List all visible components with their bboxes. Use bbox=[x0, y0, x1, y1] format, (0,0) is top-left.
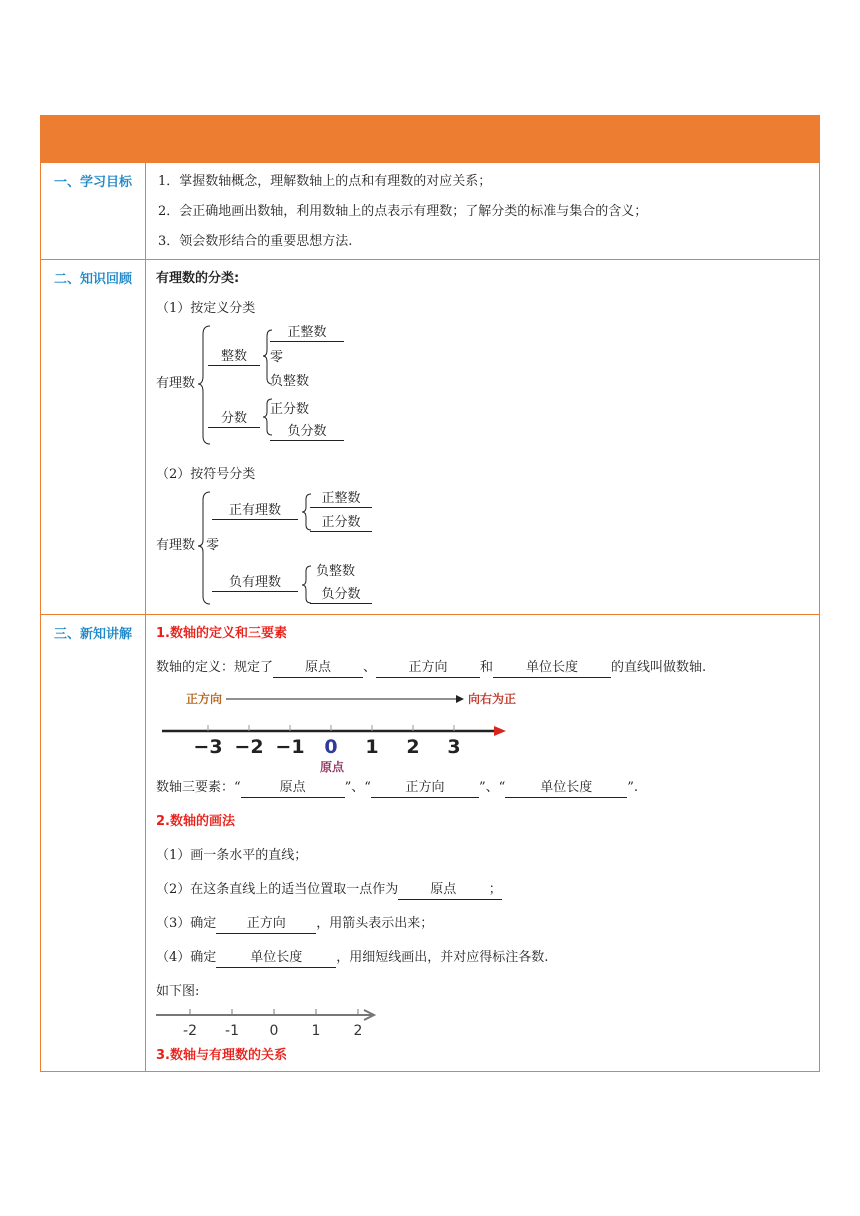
section-objectives bbox=[41, 163, 820, 260]
lesson-table bbox=[40, 115, 820, 1072]
tick-label: 0 bbox=[324, 736, 338, 758]
positive-integer-blank: 正整数 bbox=[310, 490, 372, 508]
zero-label: 零 bbox=[206, 538, 220, 553]
positive-integer-blank: 正整数 bbox=[270, 324, 344, 342]
tick-label: 0 bbox=[269, 1023, 279, 1039]
header-cell-left bbox=[41, 116, 146, 163]
root-label: 有理数 bbox=[156, 538, 196, 553]
as-below: 如下图: bbox=[156, 984, 200, 999]
unit-blank: 单位长度 bbox=[216, 949, 336, 968]
root-label: 有理数 bbox=[156, 376, 196, 391]
number-axis-figure bbox=[156, 687, 516, 773]
heading-definition: 1.数轴的定义和三要素 bbox=[156, 626, 287, 641]
direction-arrow-head bbox=[456, 695, 464, 703]
and-word: 和 bbox=[480, 660, 494, 675]
step-2 bbox=[156, 875, 809, 905]
section-review bbox=[41, 260, 820, 615]
positive-fraction-label: 正分数 bbox=[270, 402, 310, 417]
step-1: （1）画一条水平的直线； bbox=[156, 848, 308, 863]
axis-definition bbox=[156, 653, 809, 683]
quote-sep: ”、“ bbox=[344, 780, 371, 795]
negative-fraction-blank: 负分数 bbox=[270, 423, 344, 441]
unit-blank: 单位长度 bbox=[493, 659, 611, 678]
classification-by-sign bbox=[156, 490, 809, 614]
three-end: ”. bbox=[627, 780, 639, 795]
step-3-suffix: ，用箭头表示出来； bbox=[316, 916, 434, 931]
step-4-prefix: （4）确定 bbox=[156, 950, 217, 965]
classification-by-definition bbox=[156, 324, 809, 452]
origin-blank: 原点 bbox=[273, 659, 363, 678]
positive-fraction-blank: 正分数 bbox=[310, 514, 372, 532]
by-sign-heading: （2）按符号分类 bbox=[156, 467, 256, 482]
step-2-prefix: （2）在这条直线上的适当位置取一点作为 bbox=[156, 882, 399, 897]
direction-blank: 正方向 bbox=[371, 779, 479, 798]
axis-ticks bbox=[183, 1009, 362, 1039]
section-label: 一、学习目标 bbox=[41, 163, 146, 260]
table-header-row bbox=[41, 116, 820, 163]
def-prefix: 数轴的定义：规定了 bbox=[156, 660, 274, 675]
section-new-knowledge bbox=[41, 615, 820, 1072]
tick-label: −3 bbox=[193, 736, 223, 758]
negative-rational-blank: 负有理数 bbox=[212, 574, 298, 592]
step-4-suffix: ，用细短线画出，并对应得标注各数. bbox=[336, 950, 549, 965]
step-4 bbox=[156, 943, 809, 973]
positive-rational-blank: 正有理数 bbox=[212, 502, 298, 520]
direction-label: 正方向 bbox=[186, 692, 223, 706]
tick-label: 3 bbox=[447, 736, 461, 758]
by-definition-heading: （1）按定义分类 bbox=[156, 301, 256, 316]
step-3-prefix: （3）确定 bbox=[156, 916, 217, 931]
three-elements bbox=[156, 773, 809, 803]
section-content bbox=[146, 615, 820, 1072]
tick-label: 1 bbox=[311, 1023, 321, 1039]
origin-label: 原点 bbox=[320, 760, 345, 773]
objective-item: 2．会正确地画出数轴，利用数轴上的点表示有理数；了解分类的标准与集合的含义； bbox=[158, 204, 648, 219]
negative-fraction-blank: 负分数 bbox=[310, 586, 372, 604]
section-content bbox=[146, 163, 820, 260]
tick-label: 2 bbox=[406, 736, 420, 758]
negative-integer-label: 负整数 bbox=[270, 374, 310, 389]
tick-label: 2 bbox=[353, 1023, 363, 1039]
direction-blank: 正方向 bbox=[376, 659, 480, 678]
origin-blank: 原点 bbox=[241, 779, 345, 798]
zero-label: 零 bbox=[270, 350, 284, 365]
unit-blank: 单位长度 bbox=[505, 779, 627, 798]
small-number-axis bbox=[156, 1007, 386, 1041]
step-3 bbox=[156, 909, 809, 939]
step-2-suffix: ； bbox=[488, 881, 502, 900]
tick-label: -1 bbox=[225, 1023, 239, 1039]
tick-label: −1 bbox=[275, 736, 305, 758]
def-suffix: 的直线叫做数轴. bbox=[611, 660, 707, 675]
lesson-sheet bbox=[40, 115, 820, 1072]
separator: 、 bbox=[363, 660, 377, 675]
integer-blank: 整数 bbox=[208, 348, 260, 366]
section-label: 二、知识回顾 bbox=[41, 260, 146, 615]
right-positive-label: 向右为正 bbox=[468, 692, 516, 706]
tick-label: −2 bbox=[234, 736, 264, 758]
review-title: 有理数的分类: bbox=[156, 271, 240, 286]
origin-blank: 原点 bbox=[398, 881, 488, 900]
heading-relation: 3.数轴与有理数的关系 bbox=[156, 1048, 287, 1063]
objective-item: 1．掌握数轴概念，理解数轴上的点和有理数的对应关系； bbox=[158, 174, 492, 189]
fraction-blank: 分数 bbox=[208, 410, 260, 428]
tick-label: -2 bbox=[183, 1023, 197, 1039]
header-cell-right bbox=[146, 116, 820, 163]
section-content bbox=[146, 260, 820, 615]
objective-item: 3．领会数形结合的重要思想方法. bbox=[158, 234, 353, 249]
direction-blank: 正方向 bbox=[216, 915, 316, 934]
section-label: 三、新知讲解 bbox=[41, 615, 146, 1072]
negative-integer-label: 负整数 bbox=[316, 564, 356, 579]
tick-label: 1 bbox=[365, 736, 379, 758]
heading-drawing: 2.数轴的画法 bbox=[156, 814, 235, 829]
three-prefix: 数轴三要素：“ bbox=[156, 780, 241, 795]
axis-arrow-head bbox=[494, 726, 506, 736]
quote-sep: ”、“ bbox=[478, 780, 506, 795]
